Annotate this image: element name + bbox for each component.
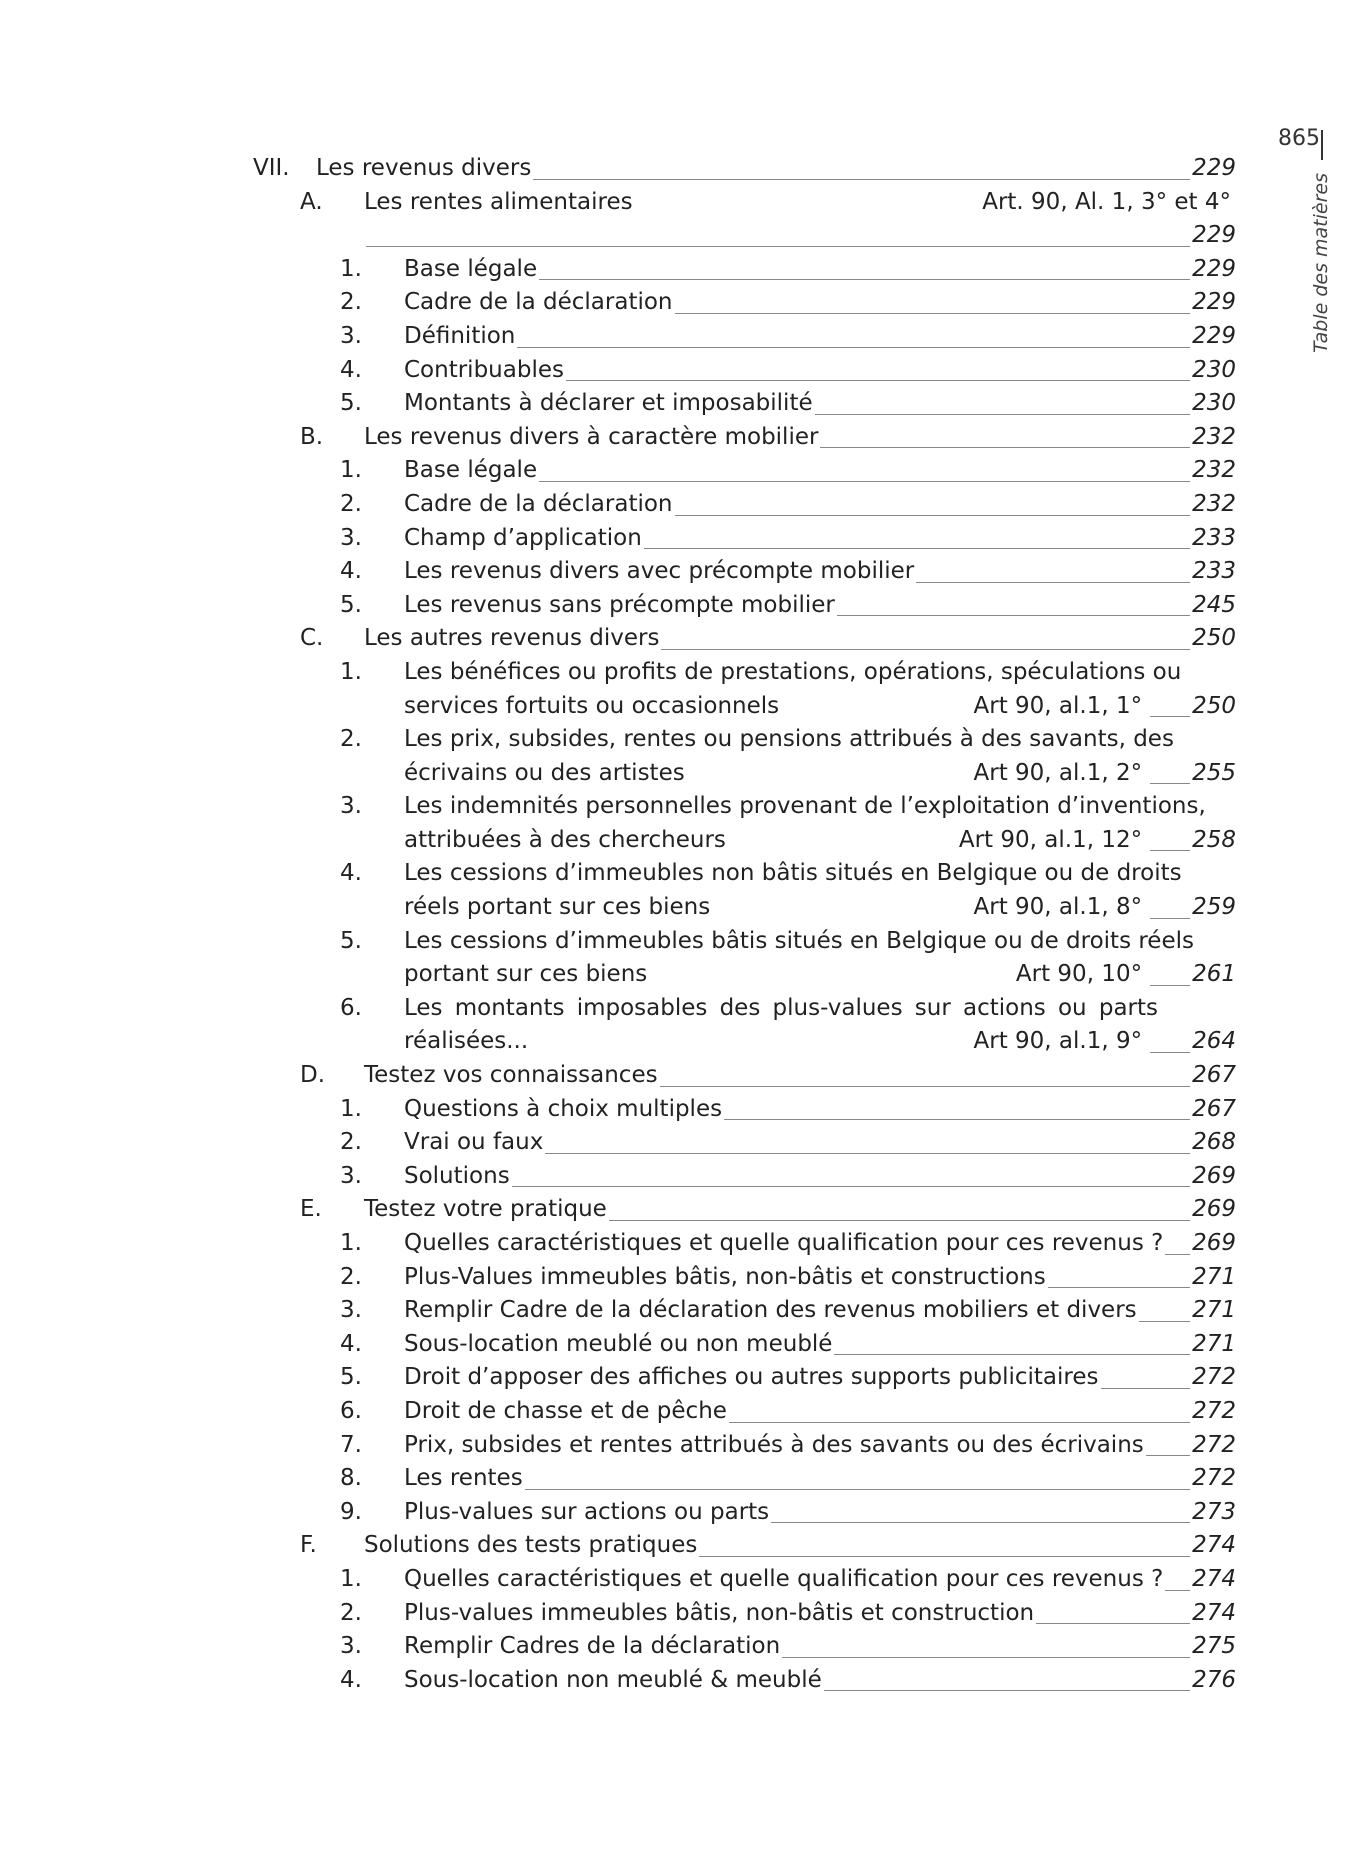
dot-leader [1036, 1622, 1190, 1624]
dot-leader [1146, 1454, 1190, 1456]
toc-entry-section[interactable] [0, 1059, 1363, 1093]
toc-page: 259 [1192, 894, 1236, 921]
toc-entry-item[interactable] [0, 790, 1363, 857]
toc-title-line2: écrivains ou des artistes [404, 759, 685, 786]
article-reference: Art 90, 10° [1015, 961, 1143, 988]
toc-number: 3. [340, 524, 362, 551]
toc-title: Cadre de la déclaration [404, 289, 673, 316]
toc-title: Les autres revenus divers [364, 625, 660, 652]
toc-title-line2: réels portant sur ces biens [404, 894, 711, 921]
toc-title: Remplir Cadres de la déclaration [404, 1633, 781, 1660]
toc-title: Quelles caractéristiques et quelle qualification pour ces revenus ? [404, 1230, 1164, 1256]
dot-leader [916, 581, 1190, 583]
toc-title: Questions à choix multiples [404, 1095, 723, 1122]
article-reference: Art 90, al.1, 12° [958, 826, 1143, 853]
toc-page: 245 [1192, 591, 1236, 618]
dot-leader [1150, 715, 1190, 717]
toc-page: 267 [1192, 1062, 1236, 1089]
toc-number: 5. [340, 1364, 362, 1391]
toc-page: 271 [1192, 1297, 1236, 1324]
dot-leader [675, 312, 1191, 314]
toc-page: 230 [1192, 356, 1236, 383]
toc-number: 1. [340, 1565, 362, 1592]
toc-page: 274 [1192, 1565, 1236, 1592]
dot-leader [1165, 1589, 1190, 1591]
toc-page: 232 [1192, 423, 1236, 450]
toc-title: Contribuables [404, 356, 564, 383]
toc-title: Les revenus divers [316, 155, 532, 181]
toc-title: Les revenus sans précompte mobilier [404, 591, 835, 618]
dot-leader [771, 1521, 1190, 1523]
toc-page: 255 [1192, 759, 1236, 786]
dot-leader [525, 1488, 1190, 1490]
toc-number: 4. [340, 1666, 362, 1693]
toc-title: Base légale [404, 255, 538, 282]
toc-entry-item[interactable] [0, 488, 1363, 522]
toc-title: Les rentes [404, 1465, 523, 1492]
toc-title: Définition [404, 322, 516, 349]
toc-page: 276 [1192, 1666, 1236, 1693]
toc-number: E. [300, 1196, 322, 1223]
toc-page: 274 [1192, 1532, 1236, 1559]
toc-title: Testez vos connaissances [364, 1062, 658, 1089]
toc-number: A. [300, 188, 323, 215]
toc-number: 2. [340, 726, 362, 753]
toc-entry-item[interactable] [0, 1160, 1363, 1194]
toc-entry-item[interactable] [0, 1664, 1363, 1698]
toc-title: Les rentes alimentaires [364, 188, 633, 215]
toc-number: C. [300, 625, 324, 652]
dot-leader [724, 1118, 1190, 1120]
dot-leader [1150, 1051, 1190, 1053]
toc-number: 3. [340, 1633, 362, 1660]
dot-leader [699, 1555, 1190, 1557]
toc-number: 1. [340, 658, 362, 685]
toc-entry-item[interactable] [0, 286, 1363, 320]
dot-leader [824, 1689, 1190, 1691]
toc-page: 269 [1192, 1196, 1236, 1223]
dot-leader [660, 1085, 1191, 1087]
toc-page: 250 [1192, 692, 1236, 719]
toc-entry-item[interactable] [0, 1361, 1363, 1395]
toc-entry-item[interactable] [0, 992, 1363, 1059]
toc-page: 230 [1192, 390, 1236, 417]
dot-leader [1101, 1387, 1191, 1389]
toc-title: Sous-location non meublé & meublé [404, 1666, 822, 1693]
toc-entry-item[interactable] [0, 555, 1363, 589]
toc-entry-section[interactable] [0, 622, 1363, 656]
toc-title: Testez votre pratique [364, 1196, 607, 1223]
toc-entry-item[interactable] [0, 925, 1363, 992]
toc-title: Remplir Cadre de la déclaration des revenus mobiliers et divers [404, 1297, 1137, 1324]
toc-number: 1. [340, 1230, 362, 1256]
toc-entry-item[interactable] [0, 454, 1363, 488]
toc-page: 269 [1192, 1230, 1236, 1256]
article-reference: Art 90, al.1, 1° [973, 692, 1143, 719]
toc-page: 258 [1192, 826, 1236, 853]
toc-page: 261 [1192, 961, 1236, 988]
toc-entry-item[interactable] [0, 1462, 1363, 1496]
toc-page: 268 [1192, 1129, 1236, 1156]
toc-page: 233 [1192, 524, 1236, 551]
toc-entry-item[interactable] [0, 387, 1363, 421]
toc-page: 229 [1192, 322, 1236, 349]
toc-number: 5. [340, 927, 362, 954]
toc-number: 2. [340, 289, 362, 316]
toc-title-line1: Les montants imposables des plus-values sur actions ou parts [404, 994, 1158, 1021]
toc-number: 6. [340, 994, 362, 1021]
toc-page: 232 [1192, 490, 1236, 517]
dot-leader [815, 413, 1190, 415]
toc-entry-item[interactable] [0, 857, 1363, 924]
toc-title-line1: Les indemnités personnelles provenant de l’exploitation d’inventions, [404, 793, 1206, 820]
toc-number: 2. [340, 490, 362, 517]
toc-entry-item[interactable] [0, 1429, 1363, 1463]
toc-title-line2: attribuées à des chercheurs [404, 826, 726, 853]
toc-number: 6. [340, 1397, 362, 1424]
dot-leader [1150, 782, 1190, 784]
toc-entry-section[interactable] [0, 1193, 1363, 1227]
dot-leader [1150, 984, 1190, 986]
toc-entry-item[interactable] [0, 723, 1363, 790]
toc-number: 1. [340, 255, 362, 282]
toc-number: 4. [340, 860, 362, 887]
toc-entry-item[interactable] [0, 1328, 1363, 1362]
dot-leader [1150, 849, 1190, 851]
toc-entry-item[interactable] [0, 320, 1363, 354]
toc-title-line2: services fortuits ou occasionnels [404, 692, 780, 719]
toc-title-line1: Les bénéfices ou profits de prestations, opérations, spéculations ou [404, 658, 1182, 685]
toc-page: 229 [1192, 155, 1236, 181]
toc-page: 272 [1192, 1465, 1236, 1492]
toc-number: D. [300, 1062, 326, 1089]
toc-page: 273 [1192, 1498, 1236, 1525]
dot-leader [661, 648, 1190, 650]
toc-entry-chapter[interactable] [0, 152, 1363, 186]
toc-entry-item[interactable] [0, 1496, 1363, 1530]
toc-page: 274 [1192, 1599, 1236, 1626]
toc-page: 271 [1192, 1330, 1236, 1357]
toc-number: 1. [340, 457, 362, 484]
toc-title: Montants à déclarer et imposabilité [404, 390, 813, 417]
toc-number: 4. [340, 1330, 362, 1357]
toc-title: Droit d’apposer des affiches ou autres supports publicitaires [404, 1364, 1099, 1391]
page-number: 865 [1278, 126, 1320, 151]
dot-leader [1048, 1286, 1190, 1288]
article-reference: Art 90, al.1, 8° [973, 894, 1143, 921]
toc-entry-item[interactable] [0, 1294, 1363, 1328]
toc-entry-item[interactable] [0, 354, 1363, 388]
toc-title: Les revenus divers avec précompte mobilier [404, 558, 915, 585]
toc-page: 272 [1192, 1431, 1236, 1458]
dot-leader [782, 1656, 1190, 1658]
dot-leader [644, 547, 1190, 549]
toc-page: 272 [1192, 1364, 1236, 1391]
toc-page: 233 [1192, 558, 1236, 585]
running-head-text: Table des matières [1310, 173, 1333, 353]
toc-title-line1: Les cessions d’immeubles bâtis situés en Belgique ou de droits réels [404, 927, 1194, 954]
toc-title-line1: Les prix, subsides, rentes ou pensions attribués à des savants, des [404, 726, 1174, 753]
toc-entry-item[interactable] [0, 589, 1363, 623]
toc-title: Droit de chasse et de pêche [404, 1397, 727, 1424]
toc-page: 264 [1192, 1028, 1236, 1055]
toc-number: 5. [340, 390, 362, 417]
toc-number: 3. [340, 322, 362, 349]
toc-number: 2. [340, 1263, 362, 1290]
toc-entry-item[interactable] [0, 1093, 1363, 1127]
toc-page: 267 [1192, 1095, 1236, 1122]
toc-entry-item[interactable] [0, 522, 1363, 556]
toc-title-line2: réalisées... [404, 1028, 529, 1055]
toc-number: VII. [253, 155, 290, 181]
toc-number: 4. [340, 356, 362, 383]
toc-entry-item[interactable] [0, 1261, 1363, 1295]
toc-number: 5. [340, 591, 362, 618]
dot-leader [539, 278, 1190, 280]
dot-leader [366, 245, 1190, 247]
toc-number: 9. [340, 1498, 362, 1525]
dot-leader [837, 614, 1190, 616]
dot-leader [517, 346, 1190, 348]
toc-entry-item[interactable] [0, 1395, 1363, 1429]
article-reference: Art 90, al.1, 2° [973, 759, 1143, 786]
toc-page: 232 [1192, 457, 1236, 484]
dot-leader [609, 1219, 1190, 1221]
toc-title: Plus-Values immeubles bâtis, non-bâtis et constructions [404, 1263, 1046, 1290]
toc-title: Quelles caractéristiques et quelle qualification pour ces revenus ? [404, 1565, 1164, 1592]
toc-entry-item[interactable] [0, 1563, 1363, 1597]
toc-entry-item[interactable] [0, 1597, 1363, 1631]
dot-leader [566, 379, 1190, 381]
dot-leader [539, 480, 1190, 482]
toc-title: Solutions des tests pratiques [364, 1532, 698, 1559]
dot-leader [729, 1421, 1190, 1423]
toc-number: 3. [340, 793, 362, 820]
dot-leader [1139, 1320, 1190, 1322]
toc-title: Prix, subsides et rentes attribués à des savants ou des écrivains [404, 1431, 1144, 1458]
toc-number: 7. [340, 1431, 362, 1458]
toc-title: Champ d’application [404, 524, 642, 551]
toc-title: Solutions [404, 1162, 510, 1189]
dot-leader [1165, 1253, 1190, 1255]
toc-entry-item[interactable] [0, 1630, 1363, 1664]
toc-number: B. [300, 423, 324, 450]
toc-entry-item[interactable] [0, 1227, 1363, 1261]
table-of-contents [0, 152, 1363, 1697]
toc-title: Sous-location meublé ou non meublé [404, 1330, 833, 1357]
toc-title: Cadre de la déclaration [404, 490, 673, 517]
dot-leader [533, 178, 1190, 180]
dot-leader [512, 1185, 1190, 1187]
toc-number: 1. [340, 1095, 362, 1122]
toc-number: F. [300, 1532, 317, 1559]
dot-leader [1150, 917, 1190, 919]
toc-entry-item[interactable] [0, 253, 1363, 287]
toc-number: 3. [340, 1297, 362, 1324]
toc-number: 3. [340, 1162, 362, 1189]
toc-number: 2. [340, 1129, 362, 1156]
toc-page: 269 [1192, 1162, 1236, 1189]
toc-page: 250 [1192, 625, 1236, 652]
dot-leader [545, 1152, 1190, 1154]
toc-title: Vrai ou faux [404, 1129, 544, 1156]
dot-leader [834, 1353, 1190, 1355]
toc-page: 271 [1192, 1263, 1236, 1290]
toc-number: 4. [340, 558, 362, 585]
toc-entry-section[interactable] [0, 421, 1363, 455]
toc-page: 275 [1192, 1633, 1236, 1660]
dot-leader [675, 514, 1191, 516]
toc-number: 8. [340, 1465, 362, 1492]
dot-leader [820, 446, 1190, 448]
toc-entry-item[interactable] [0, 1126, 1363, 1160]
toc-title: Plus-values sur actions ou parts [404, 1498, 770, 1525]
toc-entry-section[interactable] [0, 186, 1363, 253]
toc-number: 2. [340, 1599, 362, 1626]
article-reference: Art 90, al.1, 9° [973, 1028, 1143, 1055]
toc-page: 229 [1192, 222, 1236, 249]
article-reference: Art. 90, Al. 1, 3° et 4° [982, 188, 1231, 215]
toc-title: Plus-values immeubles bâtis, non-bâtis et construction [404, 1599, 1035, 1626]
toc-entry-item[interactable] [0, 656, 1363, 723]
toc-title: Les revenus divers à caractère mobilier [364, 423, 819, 450]
toc-title: Base légale [404, 457, 538, 484]
toc-page: 229 [1192, 289, 1236, 316]
toc-title-line1: Les cessions d’immeubles non bâtis situés en Belgique ou de droits [404, 860, 1182, 887]
toc-page: 272 [1192, 1397, 1236, 1424]
toc-page: 229 [1192, 255, 1236, 282]
toc-title-line2: portant sur ces biens [404, 961, 648, 988]
toc-entry-section[interactable] [0, 1529, 1363, 1563]
